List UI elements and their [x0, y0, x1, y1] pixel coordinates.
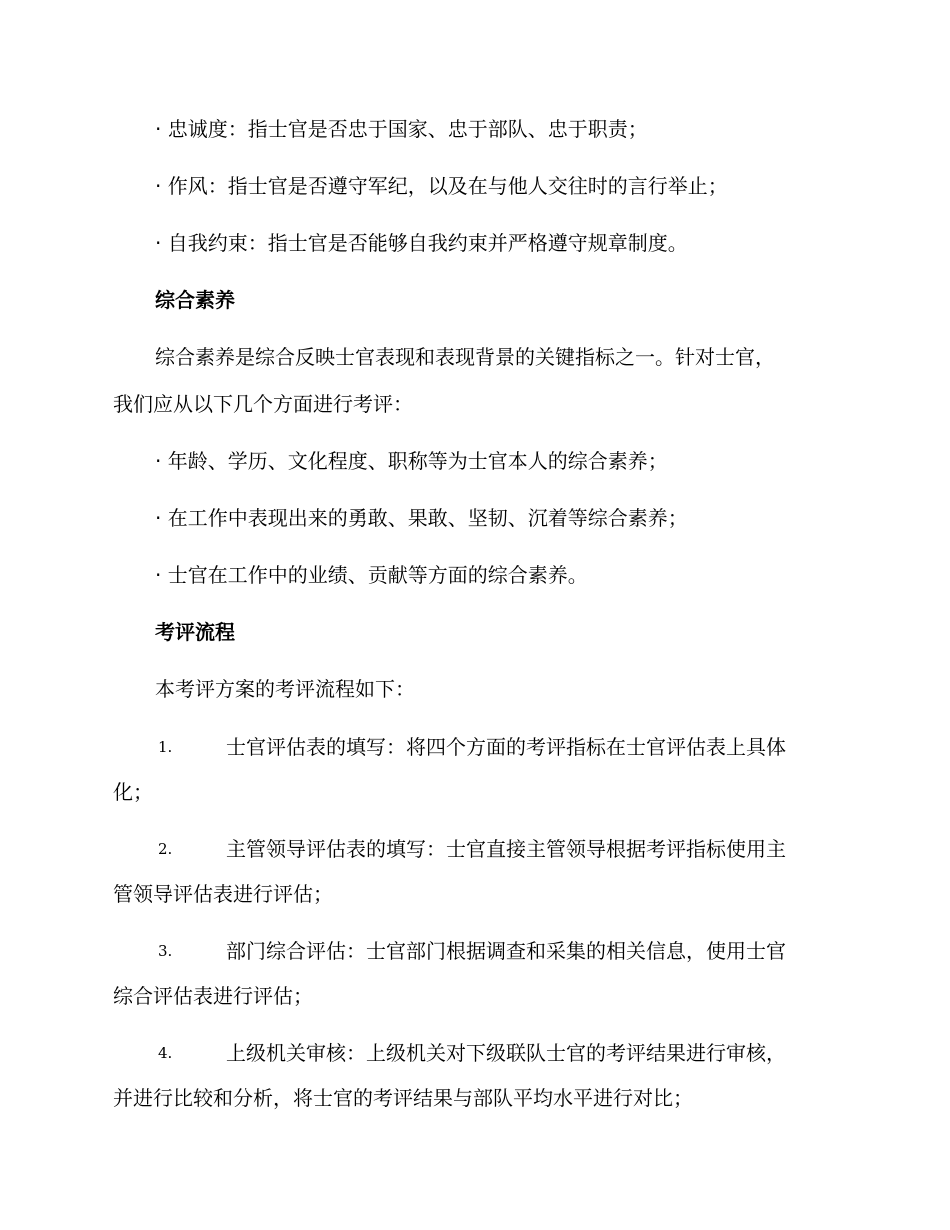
bullet-loyalty: · 忠诚度：指士官是否忠于国家、忠于部队、忠于职责； — [155, 117, 648, 141]
step-text-line1: 士官评估表的填写：将四个方面的考评指标在士官评估表上具体 — [226, 735, 786, 759]
step-number: 2. — [158, 840, 173, 858]
step-text-line1: 部门综合评估：士官部门根据调查和采集的相关信息，使用士官 — [226, 939, 786, 963]
heading-evaluation-process: 考评流程 — [155, 620, 235, 644]
step-number: 1. — [158, 738, 173, 756]
comprehensive-intro-line1: 综合素养是综合反映士官表现和表现背景的关键指标之一。针对士官， — [155, 345, 775, 369]
comprehensive-intro-line2: 我们应从以下几个方面进行考评： — [113, 392, 413, 416]
bullet-age-education: · 年龄、学历、文化程度、职称等为士官本人的综合素养； — [155, 449, 668, 473]
step-text-line1: 主管领导评估表的填写：士官直接主管领导根据考评指标使用主 — [226, 837, 786, 861]
bullet-self-discipline: · 自我约束：指士官是否能够自我约束并严格遵守规章制度。 — [155, 231, 688, 255]
process-intro: 本考评方案的考评流程如下： — [155, 677, 415, 701]
step-text-line1: 上级机关审核：上级机关对下级联队士官的考评结果进行审核， — [226, 1041, 786, 1065]
step-number: 4. — [158, 1044, 173, 1062]
step-text-line2: 管领导评估表进行评估； — [113, 882, 333, 906]
bullet-performance: · 士官在工作中的业绩、贡献等方面的综合素养。 — [155, 563, 588, 587]
step-text-line2: 综合评估表进行评估； — [113, 984, 313, 1008]
step-text-line2: 并进行比较和分析，将士官的考评结果与部队平均水平进行对比； — [113, 1086, 693, 1110]
heading-comprehensive-quality: 综合素养 — [155, 288, 235, 312]
bullet-courage: · 在工作中表现出来的勇敢、果敢、坚韧、沉着等综合素养； — [155, 506, 688, 530]
bullet-conduct: · 作风：指士官是否遵守军纪，以及在与他人交往时的言行举止； — [155, 174, 728, 198]
step-text-line2: 化； — [113, 780, 153, 804]
step-number: 3. — [158, 942, 173, 960]
